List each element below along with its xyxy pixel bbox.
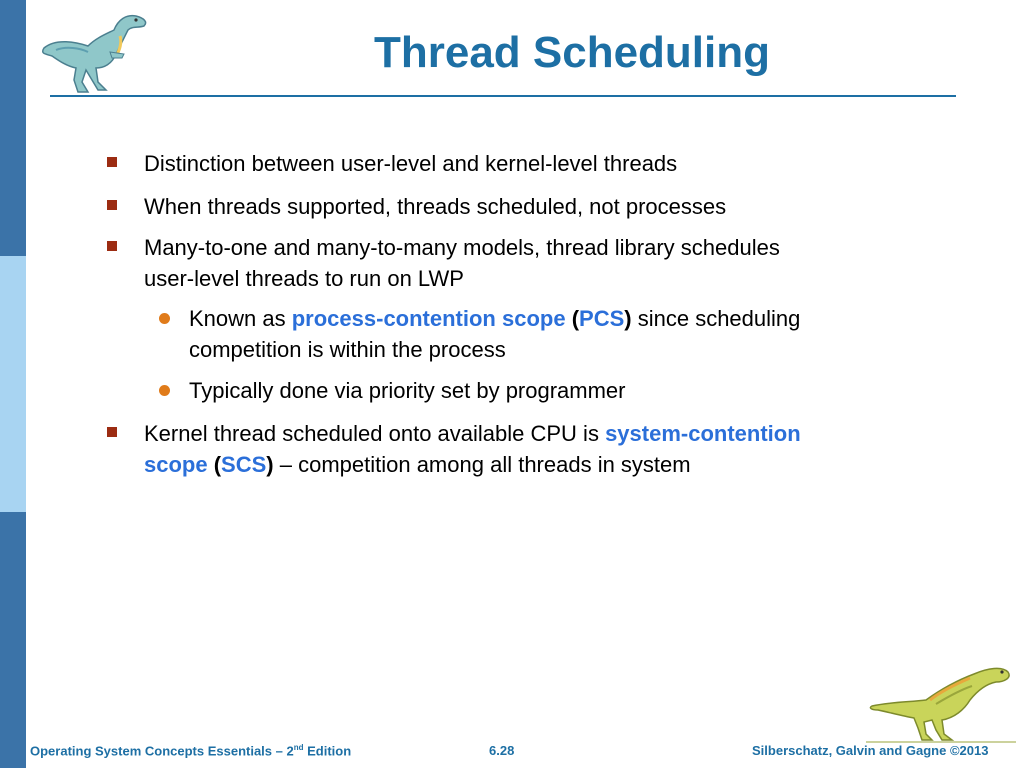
title-divider (50, 95, 956, 97)
sub-bullet-text-tail: since scheduling (631, 306, 801, 331)
slide-title: Thread Scheduling (373, 28, 771, 77)
round-bullet-icon (159, 313, 170, 324)
bullet-text: When threads supported, threads scheduled, not processes (144, 194, 727, 219)
bullet-item (144, 232, 944, 294)
footer-edition-text: Edition (303, 743, 352, 759)
bullet-text-line-2: user-level threads to run on LWP (144, 266, 464, 291)
round-bullet-icon (159, 385, 170, 396)
paren-close: ) (624, 306, 632, 331)
term-scope: scope (144, 452, 208, 477)
term-process-contention-scope: process-contention scope (291, 306, 566, 331)
bullet-text: Distinction between user-level and kernel-level threads (144, 151, 678, 176)
paren-open: ( (565, 306, 580, 331)
side-bar-top (0, 0, 26, 256)
side-bar-middle (0, 256, 26, 512)
footer-superscript: nd (293, 743, 304, 752)
footer-book-title-text: Operating System Concepts Essentials – 2 (30, 743, 294, 759)
bullet-text-line-1: Many-to-one and many-to-many models, thread library schedules (144, 235, 780, 260)
side-bar-bottom (0, 512, 26, 768)
sub-bullet-text: Known as (189, 306, 292, 331)
square-bullet-icon (107, 241, 117, 251)
square-bullet-icon (107, 157, 117, 167)
sub-bullet-text: Typically done via priority set by programmer (189, 378, 626, 403)
abbr-pcs: PCS (579, 306, 625, 331)
bullet-item (144, 191, 944, 222)
square-bullet-icon (107, 200, 117, 210)
paren-close: ) (266, 452, 274, 477)
dinosaur-logo-top-icon (36, 8, 156, 96)
square-bullet-icon (107, 427, 117, 437)
paren-open: ( (207, 452, 222, 477)
sub-bullet-text-line-2: competition is within the process (189, 337, 506, 362)
bullet-item (144, 418, 944, 480)
footer-page-number: 6.28 (489, 743, 515, 758)
term-system-contention: system-contention (605, 421, 801, 446)
bullet-item (144, 148, 944, 179)
footer-authors: Silberschatz, Galvin and Gagne ©2013 (752, 743, 989, 758)
abbr-scs: SCS (221, 452, 267, 477)
dinosaur-logo-bottom-icon (866, 660, 1016, 744)
footer-book-title (30, 743, 351, 758)
bullet-text-tail: – competition among all threads in system (273, 452, 691, 477)
bullet-text: Kernel thread scheduled onto available CPU is (144, 421, 606, 446)
sub-bullet-item (189, 303, 949, 365)
sub-bullet-item (189, 375, 949, 406)
